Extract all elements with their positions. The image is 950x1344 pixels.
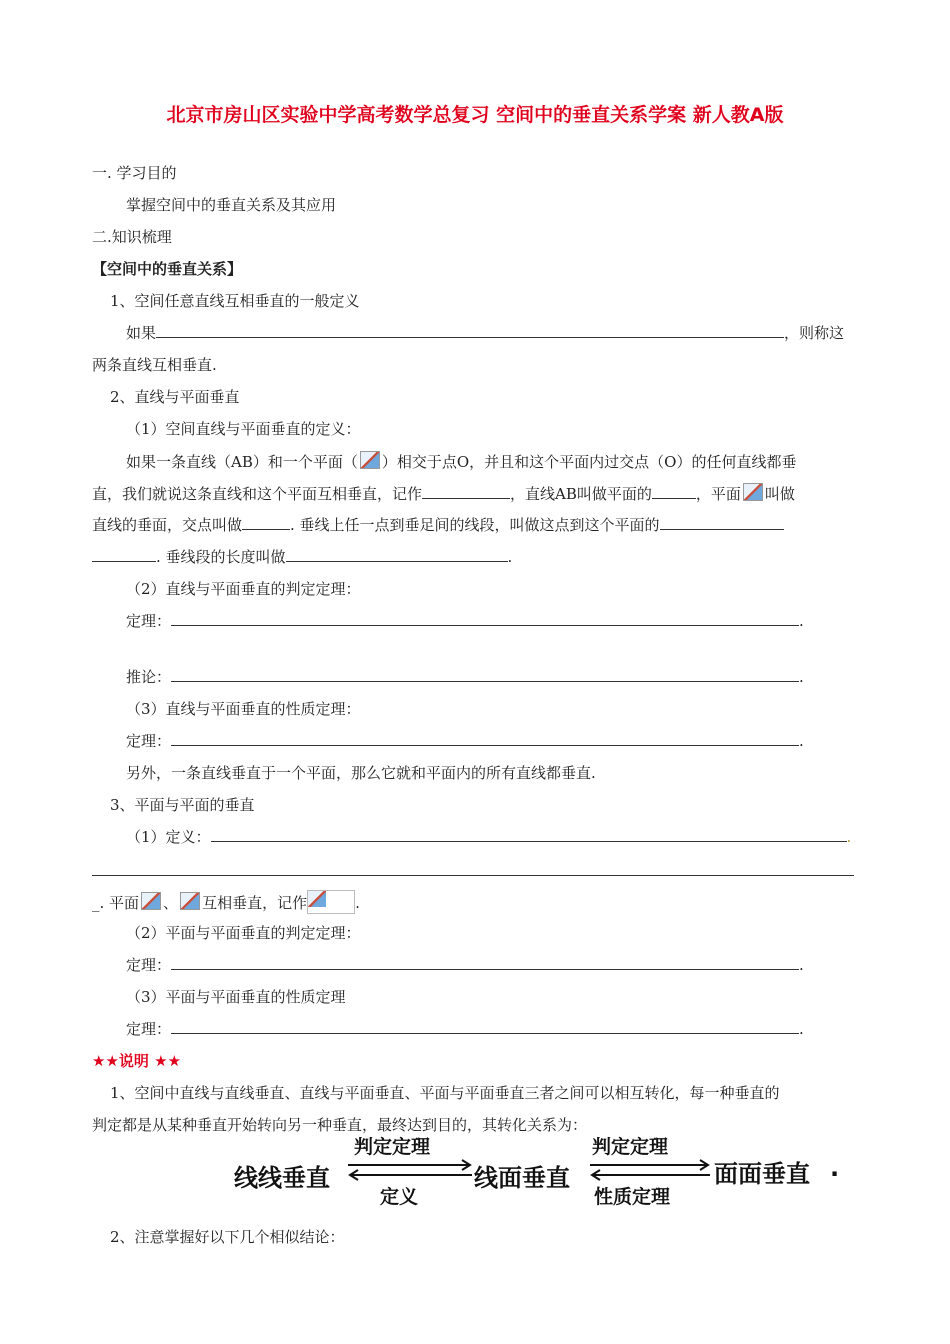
item2-p2-c: ，平面: [695, 485, 741, 503]
item2-sub1: （1）空间直线与平面垂直的定义：: [126, 420, 361, 438]
item2-p4-a: . 垂线段的长度叫做: [156, 548, 286, 566]
item2-theorem1: [126, 611, 804, 631]
note-heading: ★★说明 ★★: [92, 1052, 182, 1070]
plane-symbol-icon: [308, 891, 326, 907]
theorem-label: 定理：: [126, 1020, 172, 1038]
item3-p1-a: _. 平面: [92, 894, 140, 912]
blank-3: [652, 484, 696, 499]
section1-heading: 一. 学习目的: [92, 164, 177, 182]
period: .: [799, 1020, 804, 1038]
item3-heading: 3、平面与平面的垂直: [110, 796, 255, 814]
conversion-diagram: [230, 1130, 850, 1210]
blank-7: [286, 547, 508, 562]
blank-5: [660, 515, 784, 530]
diagram-node-line-line: 线线垂直: [234, 1164, 330, 1192]
blank-6: [92, 547, 156, 562]
item3-theorem1: [126, 955, 804, 975]
item2-p1-a: 如果一条直线（AB）和一个平面（: [126, 453, 358, 471]
item2-p4: [92, 547, 512, 567]
item2-p2-a: 直，我们就说这条直线和这个平面互相垂直，记作: [92, 485, 423, 503]
diagram-node-line-plane: 线面垂直: [474, 1164, 570, 1192]
note2: 2、注意掌握好以下几个相似结论：: [110, 1228, 345, 1246]
item3-theorem2: [126, 1019, 804, 1039]
plane-symbol-icon: [180, 892, 200, 910]
item2-p1-b: ）相交于点O，并且和这个平面内过交点（O）的任何直线都垂: [381, 453, 797, 471]
theorem-label: 定理：: [126, 956, 172, 974]
diagram-arrow1-top-label: 判定定理: [354, 1136, 431, 1158]
blank-1: [156, 323, 784, 338]
item1-line1-a: 如果: [126, 324, 157, 342]
theorem-label: 定理：: [126, 732, 172, 750]
diagram-arrow2-bottom-label: 性质定理: [594, 1186, 671, 1208]
blank-4: [242, 515, 290, 530]
blank-11: [211, 827, 847, 842]
section1-text: 掌握空间中的垂直关系及其应用: [126, 196, 337, 214]
period: .: [799, 668, 804, 686]
section2-heading: 二.知识梳理: [92, 228, 172, 246]
diagram-arrow1: [346, 1158, 474, 1182]
diagram-arrow1-bottom-label: 定义: [380, 1186, 419, 1208]
blank-13: [171, 955, 799, 970]
blank-12: [92, 875, 854, 876]
plane-symbol-icon: [141, 892, 161, 910]
box-heading: 【空间中的垂直关系】: [92, 260, 243, 278]
blank-2: [422, 484, 510, 499]
item2-p3-b: . 垂线上任一点到垂足间的线段，叫做这点到这个平面的: [290, 516, 660, 534]
note1-b: 判定都是从某种垂直开始转向另一种垂直，最终达到目的，其转化关系为：: [92, 1116, 588, 1134]
diagram-arrow2: [588, 1158, 712, 1182]
period: .: [799, 612, 804, 630]
blank-14: [171, 1019, 799, 1034]
item3-p1-d: .: [355, 894, 360, 912]
blank-9: [171, 667, 799, 682]
item2-theorem2: [126, 731, 804, 751]
diagram-end-mark: .: [830, 1154, 840, 1182]
plane-symbol-icon: [743, 483, 763, 501]
item2-p3-a: 直线的垂面，交点叫做: [92, 516, 243, 534]
plane-symbol-icon: [360, 451, 380, 469]
period: .: [799, 732, 804, 750]
item2-sub2: （2）直线与平面垂直的判定定理：: [126, 580, 361, 598]
item3-p1: [92, 890, 360, 914]
item3-sub3: （3）平面与平面垂直的性质定理: [126, 988, 346, 1006]
item3-sub2: （2）平面与平面垂直的判定定理：: [126, 924, 361, 942]
item1-heading: 1、空间任意直线互相垂直的一般定义: [110, 292, 360, 310]
item3-p1-c: 互相垂直，记作: [202, 894, 308, 912]
note1-a: 1、空间中直线与直线垂直、直线与平面垂直、平面与平面垂直三者之间可以相互转化，每一种垂直的: [110, 1084, 780, 1102]
item2-note: 另外，一条直线垂直于一个平面，那么它就和平面内的所有直线都垂直.: [126, 764, 596, 782]
item2-heading: 2、直线与平面垂直: [110, 388, 240, 406]
item2-p2-d: 叫做: [764, 485, 795, 503]
corollary-label: 推论：: [126, 668, 172, 686]
period: .: [799, 956, 804, 974]
theorem-label: 定理：: [126, 612, 172, 630]
item1-line1: [126, 323, 844, 343]
item1-line1-b: ，则称这: [784, 324, 845, 342]
item2-corollary: [126, 667, 804, 687]
diagram-arrow2-top-label: 判定定理: [592, 1136, 669, 1158]
item2-p3: [92, 515, 784, 535]
item1-line2: 两条直线互相垂直.: [92, 356, 217, 374]
item3-sub1: [126, 827, 851, 847]
item2-p2-b: ，直线AB叫做平面的: [510, 485, 652, 503]
item2-p2: [92, 483, 795, 504]
perpendicular-notation-box: [307, 890, 355, 914]
diagram-node-plane-plane: 面面垂直: [714, 1160, 810, 1188]
period: .: [846, 828, 852, 846]
blank-10: [171, 731, 799, 746]
item2-p1: [126, 451, 796, 472]
item2-sub3: （3）直线与平面垂直的性质定理：: [126, 700, 361, 718]
item3-sub1-label: （1）定义：: [126, 828, 211, 846]
item2-p4-b: .: [507, 548, 513, 566]
blank-8: [171, 611, 799, 626]
page-title: 北京市房山区实验中学高考数学总复习 空间中的垂直关系学案 新人教A版: [166, 104, 784, 126]
item3-p1-b: 、: [163, 894, 179, 912]
